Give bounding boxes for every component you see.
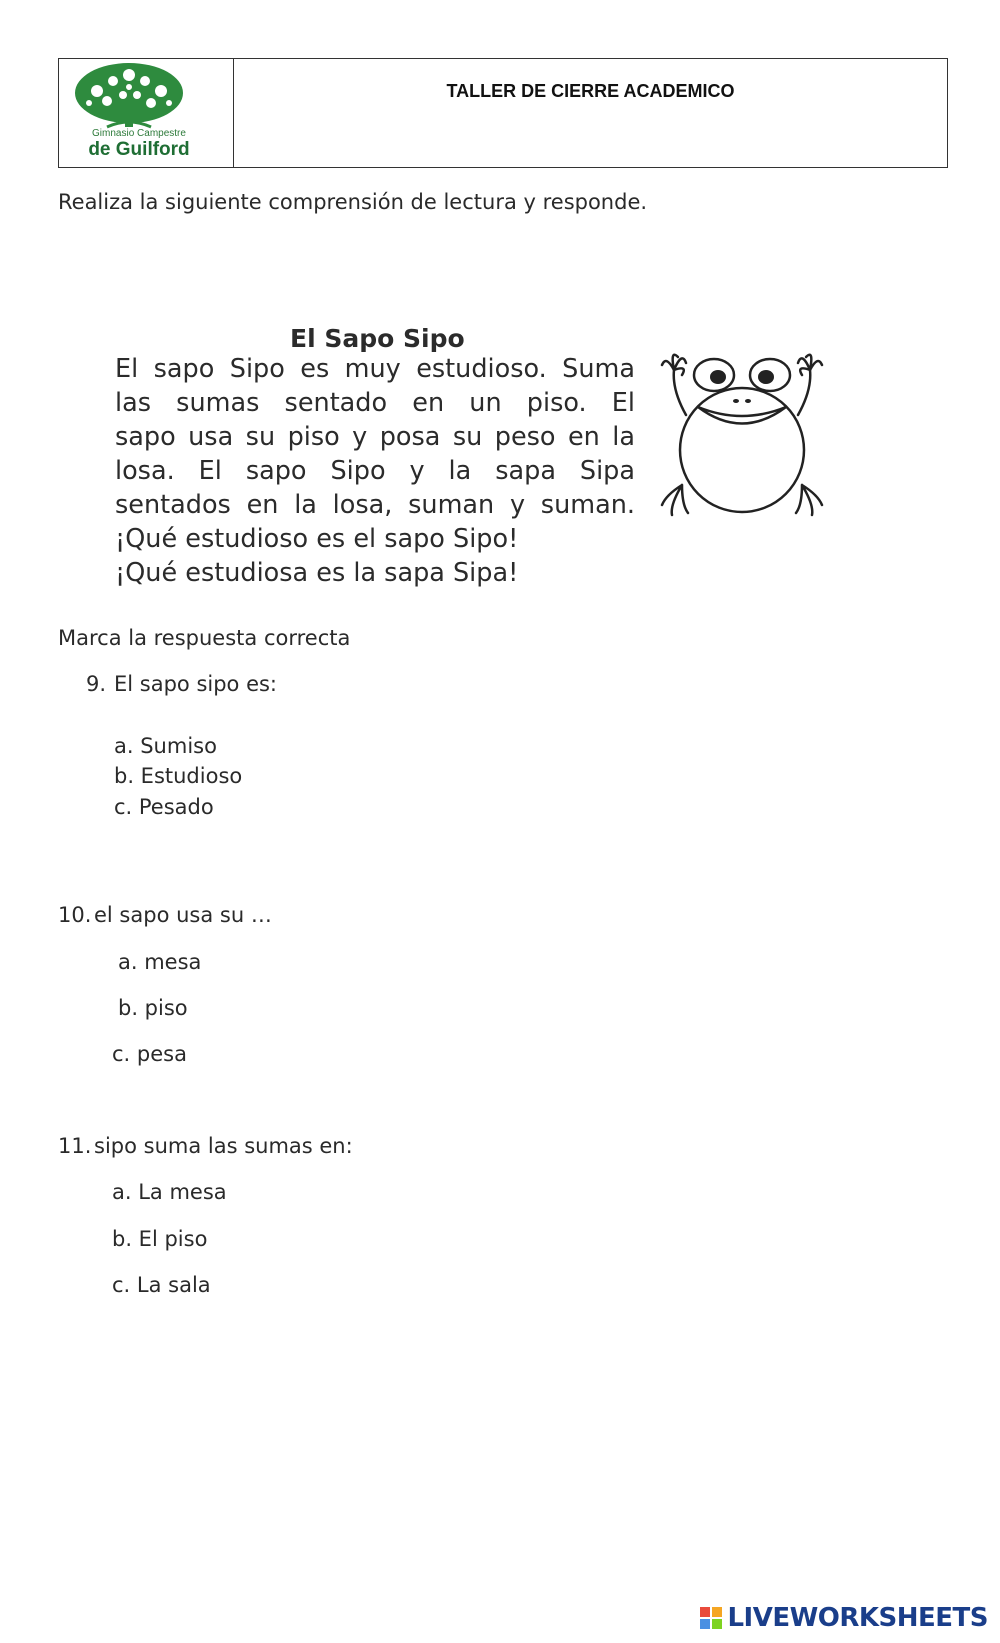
question-11-number: 11. [58,1134,92,1158]
question-10-number: 10. [58,903,92,927]
frog-illustration-icon [652,345,832,525]
reading-line: losa. El sapo Sipo y la sapa Sipa [115,456,635,486]
liveworksheets-logo-icon [699,1606,723,1630]
question-10-option-b[interactable]: b. piso [118,996,188,1020]
reading-line: sentados en la losa, suman y suman. [115,490,635,520]
reading-line: ¡Qué estudiosa es la sapa Sipa! [115,558,519,588]
question-9-option-b[interactable]: b. Estudioso [114,764,243,788]
question-11-option-a[interactable]: a. La mesa [112,1180,227,1204]
reading-line: El sapo Sipo es muy estudioso. Suma [115,354,635,384]
question-10-option-c[interactable]: c. pesa [112,1042,187,1066]
question-10-text: el sapo usa su … [94,903,272,927]
question-9-option-a[interactable]: a. Sumiso [114,734,217,758]
footer-brand-text: LIVEWORKSHEETS [727,1603,988,1633]
question-11-option-c[interactable]: c. La sala [112,1273,211,1297]
logo-cell [59,59,234,167]
title-cell [234,59,947,167]
instruction-text: Realiza la siguiente comprensión de lectura y responde. [58,190,648,214]
prompt-text: Marca la respuesta correcta [58,626,351,650]
reading-line: las sumas sentado en un piso. El [115,388,635,418]
logo-line1: Gimnasio Campestre [92,128,186,139]
question-11-text: sipo suma las sumas en: [94,1134,353,1158]
reading-line: sapo usa su piso y posa su peso en la [115,422,635,452]
question-9-text: El sapo sipo es: [114,672,278,696]
page-title: TALLER DE CIERRE ACADEMICO [446,81,735,101]
reading-title: El Sapo Sipo [290,324,465,353]
question-9-option-c[interactable]: c. Pesado [114,795,214,819]
footer-brand[interactable] [699,1603,988,1633]
question-10-option-a[interactable]: a. mesa [118,950,202,974]
logo-line2: de Guilford [88,139,190,160]
header-table [58,58,948,168]
question-11-option-b[interactable]: b. El piso [112,1227,208,1251]
question-9-number: 9. [86,672,107,696]
reading-line: ¡Qué estudioso es el sapo Sipo! [115,524,519,554]
tree-logo-icon [67,61,207,131]
